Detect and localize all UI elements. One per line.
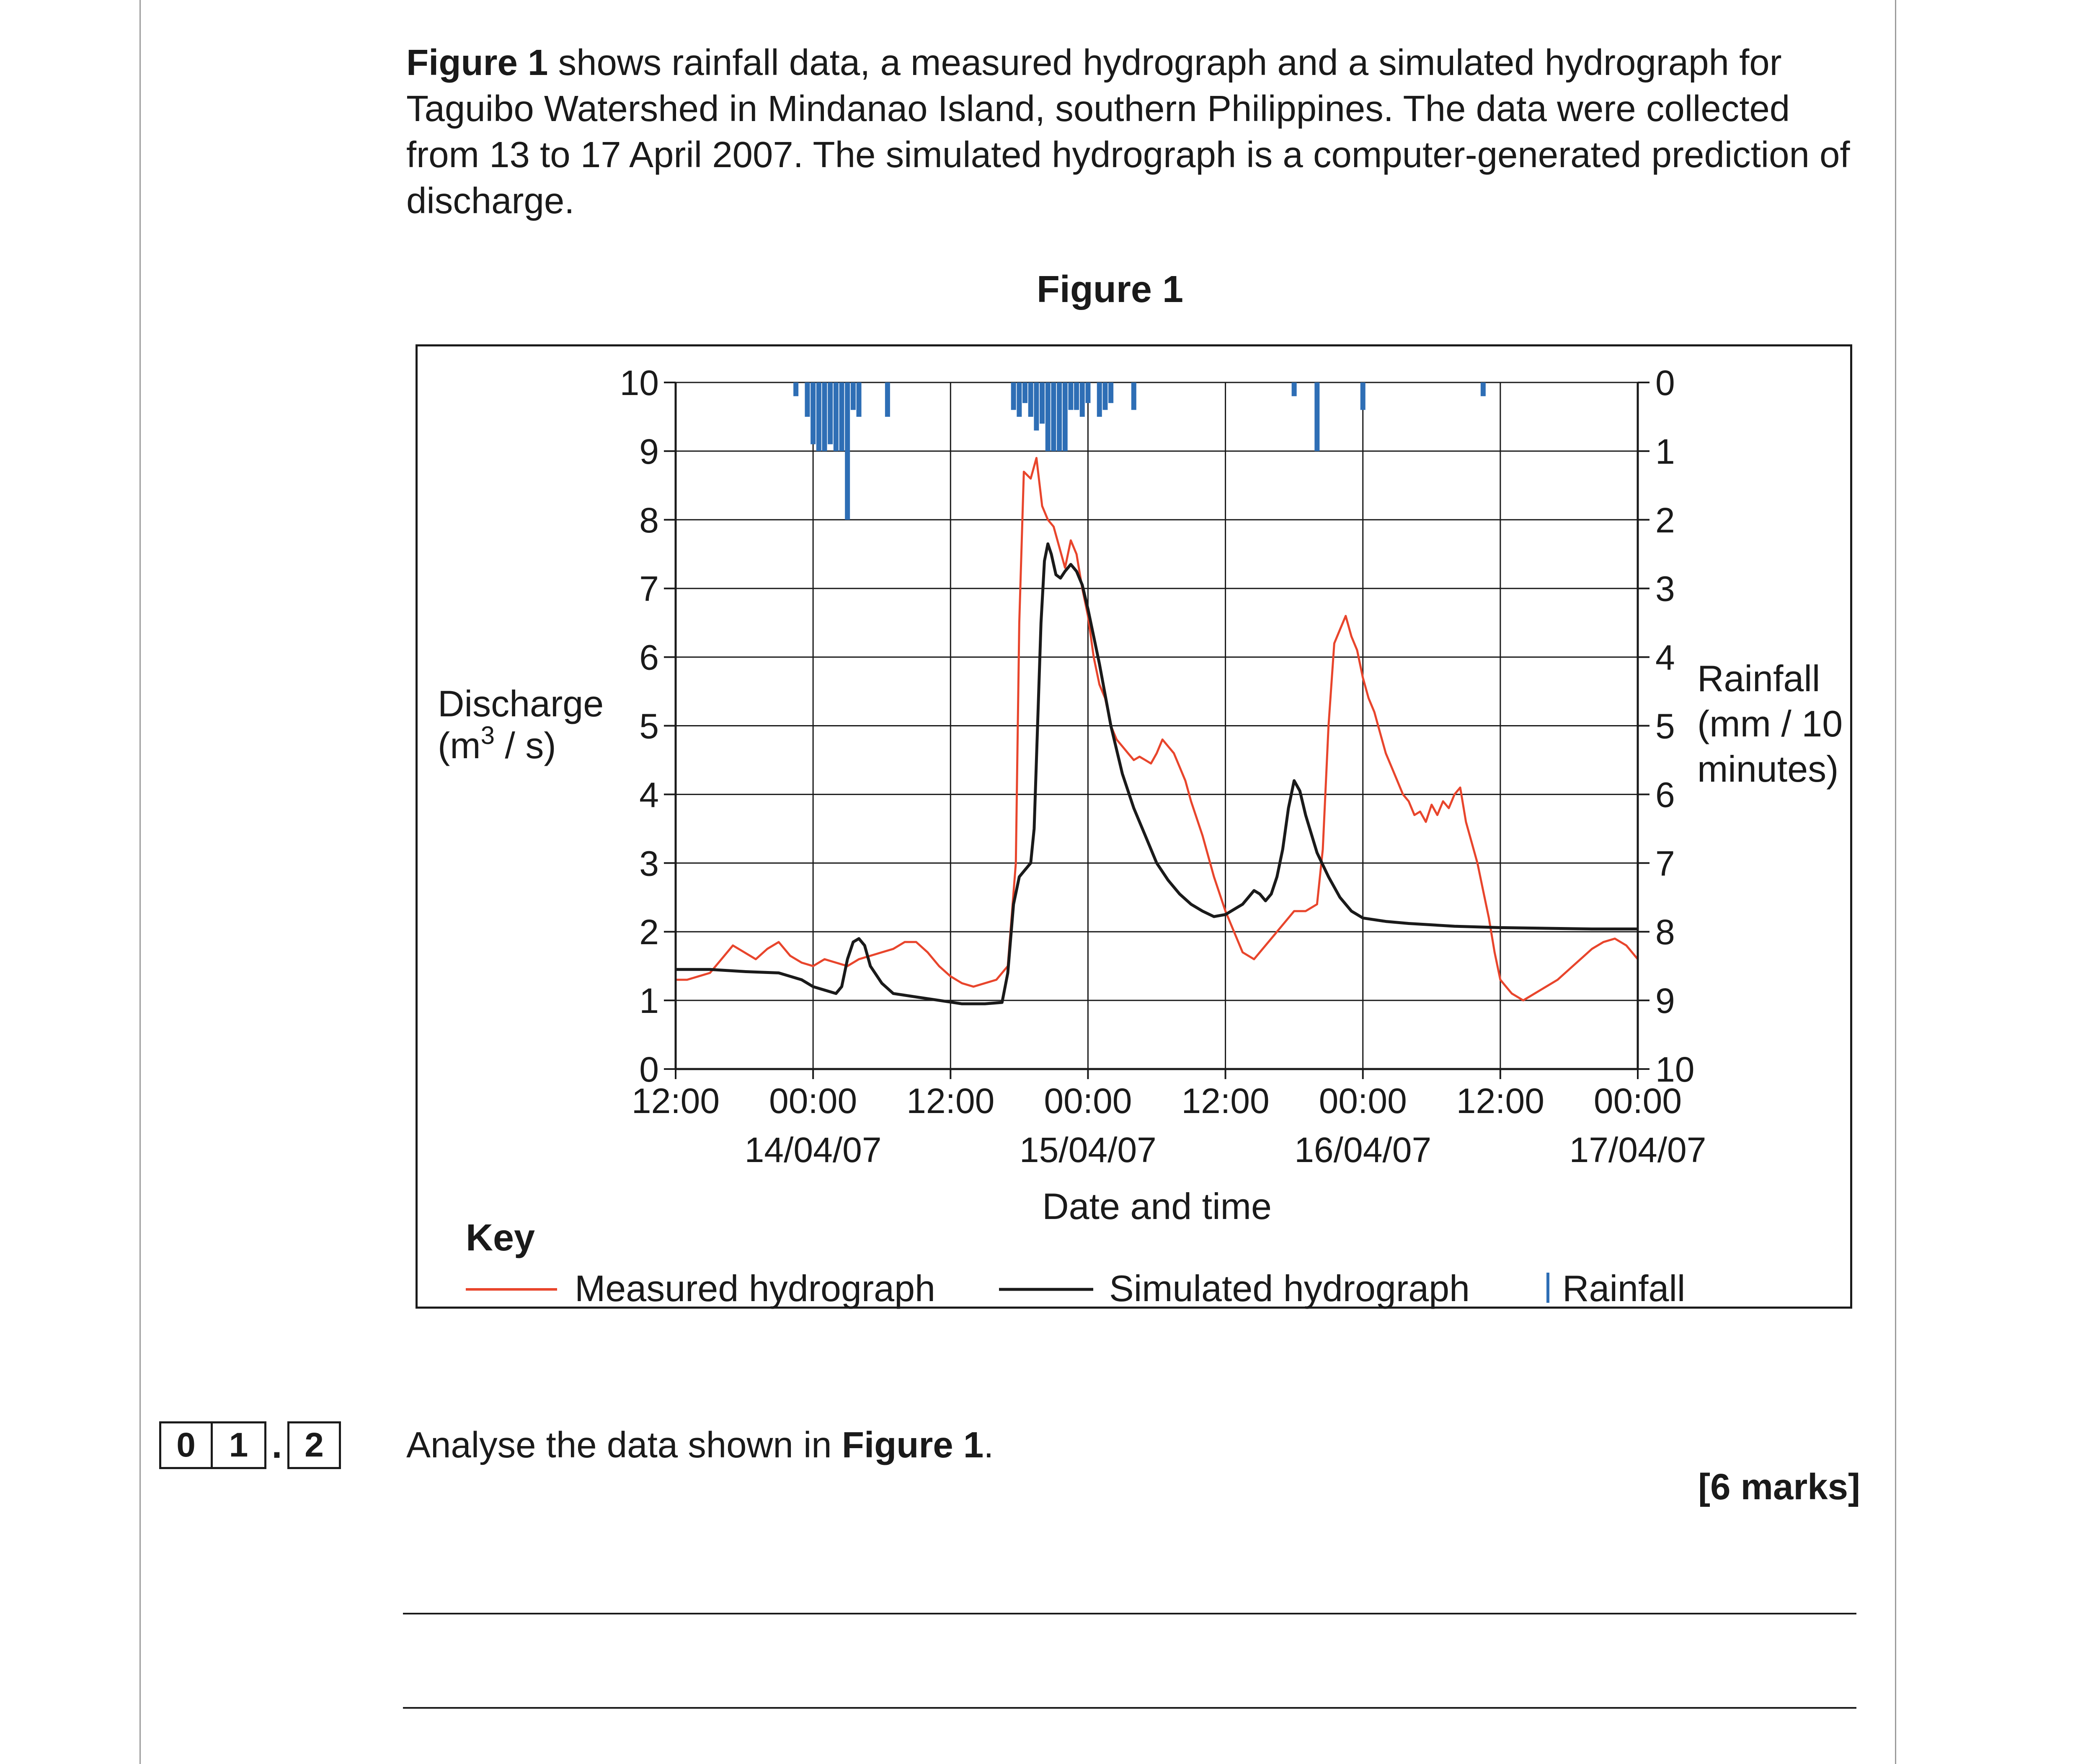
- question-digit: 2: [287, 1421, 341, 1469]
- question-dot: .: [271, 1424, 282, 1466]
- y-tick-label-right: 8: [1655, 912, 1675, 952]
- rainfall-bar: [793, 382, 798, 396]
- rainfall-bar: [885, 382, 890, 417]
- x-tick-label: 00:00: [1044, 1081, 1132, 1121]
- rainfall-bar: [1131, 382, 1136, 410]
- y-axis-title-right: (mm / 10: [1697, 703, 1843, 744]
- x-tick-label: 00:00: [769, 1081, 857, 1121]
- y-tick-label-left: 9: [639, 431, 659, 471]
- question-text: [406, 1420, 994, 1470]
- rainfall-bar: [1481, 382, 1486, 396]
- y-axis-title-left-part: (m: [438, 725, 481, 766]
- x-date-label: 17/04/07: [1569, 1130, 1706, 1170]
- y-tick-label-right: 1: [1655, 431, 1675, 471]
- rainfall-bar: [834, 382, 839, 451]
- x-axis-title: Date and time: [1042, 1185, 1272, 1227]
- y-tick-label-left: 1: [639, 981, 659, 1021]
- rainfall-bar: [1080, 382, 1085, 417]
- rainfall-bar: [1022, 382, 1027, 403]
- rainfall-bar: [1051, 382, 1056, 451]
- y-tick-label-left: 6: [639, 638, 659, 677]
- y-tick-label-right: 7: [1655, 844, 1675, 883]
- y-axis-title-right: minutes): [1697, 748, 1839, 790]
- y-tick-label-left: 5: [639, 706, 659, 746]
- rainfall-bar: [1040, 382, 1045, 424]
- legend-swatch-rainfall: [1546, 1273, 1549, 1303]
- rainfall-bar: [816, 382, 821, 451]
- x-tick-label: 00:00: [1319, 1081, 1407, 1121]
- measured-hydrograph-line: [676, 458, 1638, 1000]
- x-tick-label: 12:00: [1181, 1081, 1270, 1121]
- answer-line[interactable]: [403, 1707, 1856, 1709]
- figure-title: Figure 1: [1036, 269, 1184, 310]
- simulated-hydrograph-line: [676, 544, 1638, 1004]
- x-tick-label: 12:00: [631, 1081, 720, 1121]
- question-digit: 1: [213, 1421, 266, 1469]
- x-tick-label: 12:00: [906, 1081, 995, 1121]
- y-tick-label-right: 3: [1655, 569, 1675, 609]
- y-tick-label-left: 10: [620, 363, 659, 403]
- rainfall-bar: [857, 382, 862, 417]
- y-axis-title-left-part: / s): [494, 725, 556, 766]
- y-axis-title-left-units: [438, 721, 556, 766]
- rainfall-bar: [1360, 382, 1366, 410]
- rainfall-bar: [1085, 382, 1090, 403]
- legend-label-measured: Measured hydrograph: [575, 1268, 935, 1309]
- y-tick-label-left: 7: [639, 569, 659, 609]
- x-date-label: 15/04/07: [1019, 1130, 1156, 1170]
- legend-title: Key: [466, 1217, 535, 1259]
- x-date-label: 14/04/07: [744, 1130, 882, 1170]
- rainfall-bar: [1028, 382, 1033, 417]
- rainfall-bar: [1068, 382, 1073, 410]
- rainfall-bar: [828, 382, 833, 444]
- rainfall-bar: [1045, 382, 1051, 451]
- y-tick-label-right: 9: [1655, 981, 1675, 1021]
- legend-label-rainfall: Rainfall: [1562, 1268, 1686, 1309]
- y-tick-label-right: 5: [1655, 706, 1675, 746]
- rainfall-bar: [1057, 382, 1062, 451]
- rainfall-bar: [1314, 382, 1319, 451]
- question-digit: 0: [159, 1421, 213, 1469]
- question-number: [159, 1420, 341, 1470]
- y-tick-label-right: 4: [1655, 638, 1675, 677]
- rainfall-bar: [1102, 382, 1107, 410]
- rainfall-bar: [851, 382, 856, 410]
- rainfall-bar: [1017, 382, 1022, 417]
- question-end: .: [984, 1425, 994, 1465]
- x-date-label: 16/04/07: [1294, 1130, 1432, 1170]
- y-tick-label-left: 3: [639, 844, 659, 883]
- y-tick-label-left: 2: [639, 912, 659, 952]
- y-tick-label-left: 4: [639, 775, 659, 815]
- intro-text: shows rainfall data, a measured hydrograph and a simulated hydrograph for Taguibo Watershed in Mindanao Island, southern Philippines. The data were collected from 13 to 17 April 2007. The simulated hydrograph is a computer-generated prediction of discharge.: [406, 42, 1850, 221]
- y-axis-title-right: Rainfall: [1697, 658, 1820, 699]
- answer-line[interactable]: [403, 1613, 1856, 1614]
- rainfall-bar: [1108, 382, 1113, 403]
- question-prompt: Analyse the data shown in: [406, 1425, 842, 1465]
- y-axis-title-left: Discharge: [438, 683, 604, 724]
- rainfall-bar: [1063, 382, 1068, 451]
- y-tick-label-right: 0: [1655, 363, 1675, 403]
- x-tick-label: 00:00: [1593, 1081, 1682, 1121]
- marks-label: [6 marks]: [1698, 1467, 1860, 1507]
- rainfall-bar: [822, 382, 827, 451]
- intro-figure-ref: Figure 1: [406, 42, 548, 83]
- y-tick-label-left: 0: [639, 1050, 659, 1089]
- y-axis-title-left-superscript: 3: [480, 721, 495, 749]
- rainfall-bar: [811, 382, 816, 444]
- y-tick-label-right: 10: [1655, 1050, 1695, 1089]
- rainfall-bar: [1292, 382, 1297, 396]
- rainfall-bar: [845, 382, 850, 520]
- question-figure-ref: Figure 1: [842, 1425, 984, 1465]
- rainfall-bar: [1097, 382, 1102, 417]
- legend-label-simulated: Simulated hydrograph: [1109, 1268, 1470, 1309]
- y-tick-label-right: 6: [1655, 775, 1675, 815]
- rainfall-bar: [1034, 382, 1039, 431]
- rainfall-bar: [1011, 382, 1016, 410]
- rainfall-bar: [1074, 382, 1079, 410]
- rainfall-bar: [805, 382, 810, 417]
- y-tick-label-left: 8: [639, 500, 659, 540]
- rainfall-bar: [839, 382, 844, 451]
- x-tick-label: 12:00: [1456, 1081, 1544, 1121]
- y-tick-label-right: 2: [1655, 500, 1675, 540]
